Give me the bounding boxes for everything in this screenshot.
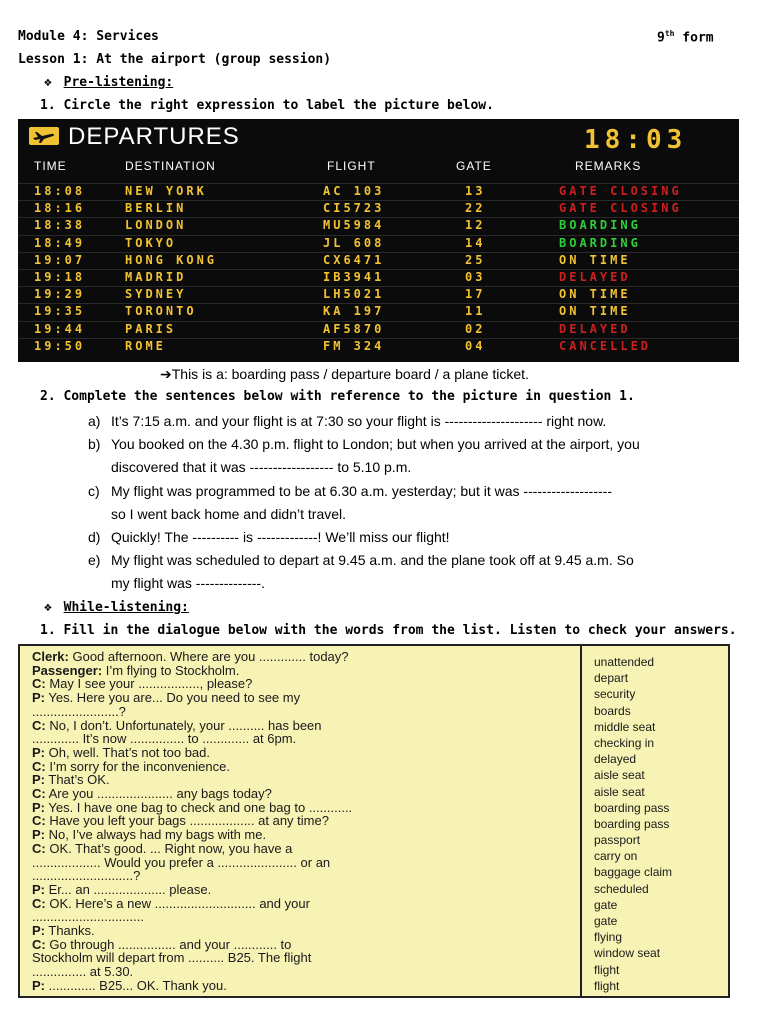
dialogue-text-segment: ........................? <box>32 703 126 719</box>
row-gate: 11 <box>465 304 486 319</box>
board-caption: ➔This is a: boarding pass / departure board / a plane ticket. <box>160 366 529 382</box>
word-list <box>594 654 672 994</box>
speaker-label: P: <box>32 881 45 897</box>
word-list-item: gate <box>594 897 618 912</box>
dialogue-text-segment: OK. Here’s a new ............................ and your <box>45 895 310 911</box>
listening-question-1: 1. Fill in the dialogue below with the words from the list. Listen to check your answers. <box>40 623 737 638</box>
row-gate: 12 <box>465 218 486 233</box>
word-list-item: baggage claim <box>594 865 673 880</box>
word-list-item: flying <box>594 930 623 945</box>
column-header-gate: GATE <box>456 159 492 173</box>
dialogue-text-segment: Good afternoon. Where are you ............. today? <box>68 649 349 664</box>
bullet-icon: ❖ <box>44 75 52 90</box>
word-list-item: flight <box>594 978 620 993</box>
speaker-label: C: <box>32 758 46 774</box>
board-row <box>18 217 739 234</box>
dialogue-text-segment: OK. That’s good. ... Right now, you have a <box>45 840 293 856</box>
row-flight: AC 103 <box>323 184 385 198</box>
speaker-label: P: <box>32 690 45 706</box>
word-list-item: unattended <box>594 655 655 669</box>
speaker-label: P: <box>32 744 45 760</box>
dialogue-text-segment: Go through ................ and your ............ to <box>45 936 292 952</box>
row-time: 19:18 <box>34 269 86 284</box>
row-destination: NEW YORK <box>125 184 207 198</box>
board-row <box>18 252 739 269</box>
question-2: 2. Complete the sentences below with reference to the picture in question 1. <box>40 389 635 404</box>
word-list-item: checking in <box>594 735 655 750</box>
row-time: 19:29 <box>34 287 86 302</box>
dialogue-text-segment: Have you left your bags .................. at any time? <box>45 813 329 829</box>
row-destination: SYDNEY <box>125 287 187 302</box>
dialogue-text <box>20 646 582 996</box>
word-list-item: boarding pass <box>594 800 670 815</box>
dialogue-line <box>32 978 227 993</box>
row-destination: ROME <box>125 338 166 353</box>
row-destination: TORONTO <box>125 304 197 319</box>
row-gate: 03 <box>465 269 486 284</box>
word-list-item: middle seat <box>594 719 656 734</box>
dialogue-text-segment: That’s OK. <box>45 772 110 788</box>
dialogue-text-segment: Thanks. <box>45 923 95 938</box>
speaker-label: C: <box>32 840 46 856</box>
dialogue-text-segment: ............. It’s now ............... to ............. at 6pm. <box>32 731 297 747</box>
row-destination: LONDON <box>125 218 187 233</box>
row-time: 19:07 <box>34 252 86 267</box>
row-flight: CX6471 <box>323 252 385 267</box>
speaker-label: C: <box>32 936 46 952</box>
speaker-label: P: <box>32 977 45 993</box>
row-time: 18:38 <box>34 218 86 233</box>
row-flight: LH5021 <box>323 287 385 302</box>
row-time: 19:50 <box>34 338 86 353</box>
speaker-label: C: <box>32 895 46 911</box>
speaker-label: C: <box>32 786 46 801</box>
row-gate: 25 <box>465 252 486 267</box>
row-flight: MU5984 <box>323 218 385 233</box>
word-list-item: aisle seat <box>594 784 645 799</box>
row-destination: PARIS <box>125 321 177 336</box>
row-flight: CI5723 <box>323 201 385 216</box>
row-gate: 22 <box>465 201 486 216</box>
board-row <box>18 286 739 303</box>
speaker-label: Passenger: <box>32 662 103 678</box>
word-list-item: passport <box>594 833 641 848</box>
speaker-label: C: <box>32 676 46 692</box>
dialogue-text-segment: ............. B25... OK. Thank you. <box>45 977 227 993</box>
row-time: 18:08 <box>34 184 86 198</box>
speaker-label: P: <box>32 827 45 843</box>
board-header <box>18 119 739 153</box>
dialogue-text-segment: I’m flying to Stockholm. <box>102 662 240 678</box>
row-remark: GATE CLOSING <box>559 184 682 198</box>
word-list-item: window seat <box>594 946 661 961</box>
column-header-remarks: REMARKS <box>575 159 642 173</box>
row-gate: 04 <box>465 338 486 353</box>
speaker-label: P: <box>32 772 45 788</box>
speaker-label: P: <box>32 799 45 815</box>
dialogue-text-segment: Oh, well. That’s not too bad. <box>45 744 211 760</box>
row-remark: ON TIME <box>559 304 631 319</box>
dialogue-text-segment: ............................? <box>32 868 141 884</box>
dialogue-text-segment: Are you ..................... any bags today? <box>45 786 272 801</box>
column-header-flight: FLIGHT <box>327 159 376 173</box>
board-row <box>18 269 739 286</box>
row-destination: BERLIN <box>125 201 187 216</box>
row-destination: TOKYO <box>125 235 177 250</box>
word-list-item: flight <box>594 962 620 977</box>
pre-listening-heading: ❖ Pre-listening: <box>44 75 174 90</box>
word-list-item: depart <box>594 671 629 686</box>
bullet-icon: ❖ <box>44 600 52 615</box>
dialogue-text-segment: Yes. I have one bag to check and one bag to ............ <box>45 799 353 815</box>
board-row <box>18 303 739 320</box>
speaker-label: Clerk: <box>32 649 69 664</box>
word-list-item: security <box>594 687 636 702</box>
row-remark: CANCELLED <box>559 338 652 353</box>
dialogue-text-segment: ............... at 5.30. <box>32 964 134 980</box>
word-list-item: boards <box>594 703 631 718</box>
row-flight: FM 324 <box>323 338 385 353</box>
word-list-item: delayed <box>594 752 637 767</box>
column-header-destination: DESTINATION <box>125 159 216 173</box>
row-remark: BOARDING <box>559 235 641 250</box>
row-gate: 13 <box>465 184 486 198</box>
row-remark: GATE CLOSING <box>559 201 682 216</box>
word-list-item: scheduled <box>594 881 649 896</box>
row-gate: 17 <box>465 287 486 302</box>
row-time: 19:44 <box>34 321 86 336</box>
row-flight: KA 197 <box>323 304 385 319</box>
form-label: 9th form <box>657 29 714 46</box>
dialogue-text-segment: ................... Would you prefer a ...................... or an <box>32 854 331 870</box>
board-row <box>18 338 739 355</box>
row-flight: IB3941 <box>323 269 385 284</box>
column-header-time: TIME <box>34 159 67 173</box>
row-gate: 14 <box>465 235 486 250</box>
dialogue-box <box>18 644 730 998</box>
row-remark: ON TIME <box>559 287 631 302</box>
question-1: 1. Circle the right expression to label the picture below. <box>40 98 494 113</box>
row-remark: DELAYED <box>559 321 631 336</box>
board-row <box>18 321 739 338</box>
board-row <box>18 200 739 217</box>
row-remark: ON TIME <box>559 252 631 267</box>
word-list-item: aisle seat <box>594 768 645 783</box>
word-list-item: boarding pass <box>594 816 670 831</box>
board-clock: 18:03 <box>584 125 688 155</box>
dialogue-text-segment: I’m sorry for the inconvenience. <box>45 758 230 774</box>
row-flight: AF5870 <box>323 321 385 336</box>
row-remark: BOARDING <box>559 218 641 233</box>
speaker-label: C: <box>32 813 46 829</box>
row-remark: DELAYED <box>559 269 631 284</box>
dialogue-text-segment: Stockholm will depart from .......... B25. The flight <box>32 950 312 966</box>
dialogue-text-segment: No, I don’t. Unfortunately, your .......... has been <box>45 717 322 733</box>
board-row <box>18 235 739 252</box>
word-list-item: carry on <box>594 849 638 864</box>
row-time: 18:16 <box>34 201 86 216</box>
plane-icon <box>29 127 59 145</box>
row-destination: MADRID <box>125 269 187 284</box>
board-row <box>18 183 739 200</box>
dialogue-text-segment: Er... an .................... please. <box>45 881 212 897</box>
lesson-title: Lesson 1: At the airport (group session) <box>18 52 332 67</box>
dialogue-text-segment: No, I’ve always had my bags with me. <box>45 827 267 843</box>
speaker-label: C: <box>32 717 46 733</box>
dialogue-text-segment: Yes. Here you are... Do you need to see my <box>45 690 301 706</box>
row-time: 19:35 <box>34 304 86 319</box>
module-title: Module 4: Services <box>18 29 159 44</box>
row-destination: HONG KONG <box>125 252 218 267</box>
departures-board <box>18 119 739 362</box>
dialogue-text-segment: May I see your ................., please? <box>45 676 253 692</box>
word-list-item: gate <box>594 914 618 928</box>
row-flight: JL 608 <box>323 235 385 250</box>
row-time: 18:49 <box>34 235 86 250</box>
board-title: DEPARTURES <box>68 123 240 150</box>
while-listening-heading: ❖ While-listening: <box>44 600 189 615</box>
board-rows <box>18 183 739 355</box>
dialogue-text-segment: ............................... <box>32 909 144 925</box>
row-gate: 02 <box>465 321 486 336</box>
speaker-label: P: <box>32 923 45 938</box>
